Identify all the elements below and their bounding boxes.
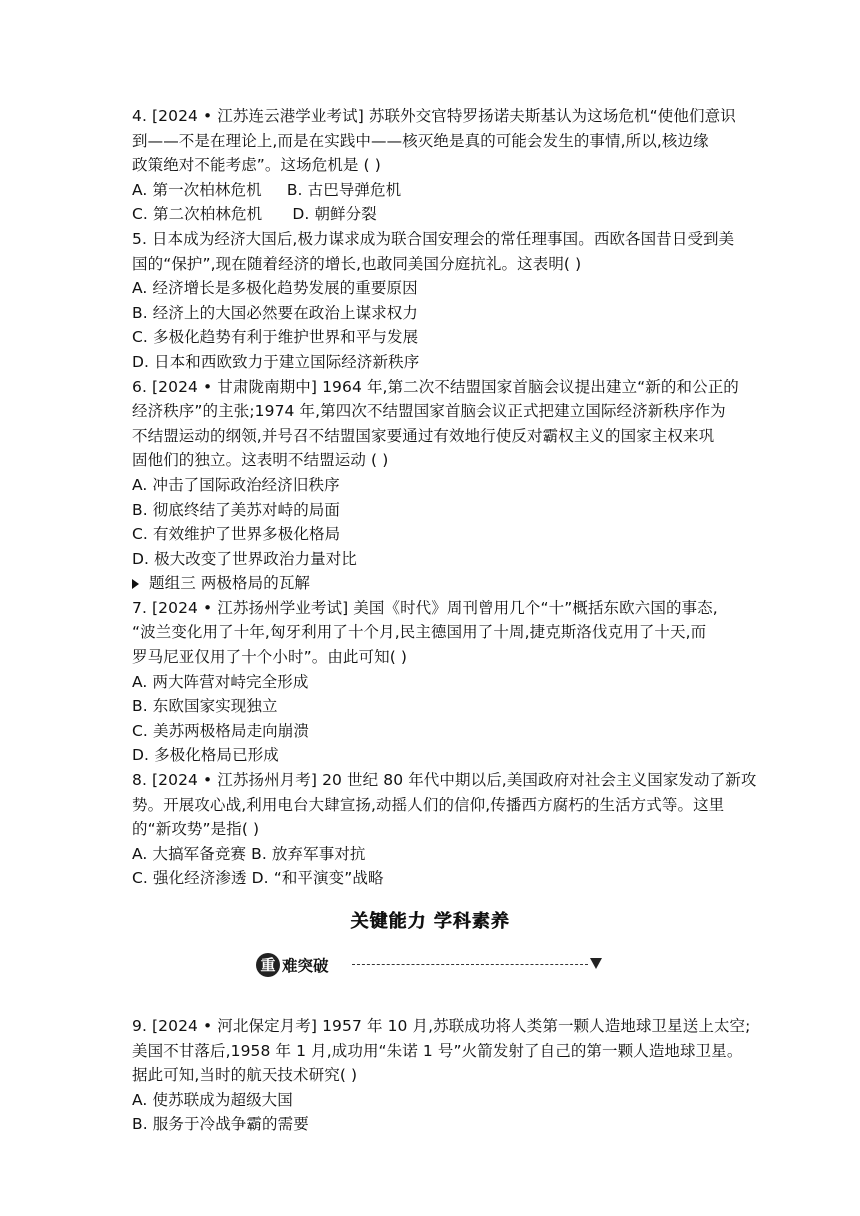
q9-option-b[interactable]: B. 服务于冷战争霸的需要 <box>132 1115 309 1134</box>
q6-line-4: 固他们的独立。这表明不结盟运动 ( ) <box>132 451 389 470</box>
q7-option-a[interactable]: A. 两大阵营对峙完全形成 <box>132 672 309 691</box>
section-banner-title: 关键能力 学科素养 <box>336 905 523 935</box>
q8-option-b[interactable]: B. 放弃军事对抗 <box>251 844 366 863</box>
q7-line-3: 罗马尼亚仅用了十个小时”。由此可知( ) <box>132 648 408 667</box>
q5-line-2: 国的“保护”,现在随着经济的增长,也敢同美国分庭抗礼。这表明( ) <box>132 254 582 273</box>
q9-line-3: 据此可知,当时的航天技术研究( ) <box>132 1066 358 1085</box>
question-page <box>132 104 757 891</box>
badge-icon: 重 <box>256 953 280 977</box>
group-heading-text: 题组三 两极格局的瓦解 <box>149 574 311 593</box>
q8-option-d[interactable]: D. “和平演变”战略 <box>251 869 384 888</box>
q4-option-d[interactable]: D. 朝鲜分裂 <box>292 205 377 224</box>
q6-line-1: 6. [2024 • 甘肃陇南期中] 1964 年,第二次不结盟国家首脑会议提出建立“新的和公正的 <box>132 377 739 396</box>
q4-options-row-1 <box>132 178 736 203</box>
question-page-bottom <box>132 1014 751 1137</box>
q8-options-row-1 <box>132 842 736 867</box>
q7-line-2: “波兰变化用了十年,匈牙利用了十个月,民主德国用了十周,捷克斯洛伐克用了十天,而 <box>132 623 707 642</box>
q7-option-c[interactable]: C. 美苏两极格局走向崩溃 <box>132 721 309 740</box>
dashed-divider <box>352 964 588 965</box>
q8-options-row-2 <box>132 866 736 891</box>
q7-line-1: 7. [2024 • 江苏扬州学业考试] 美国《时代》周刊曾用几个“十”概括东欧六国的事态, <box>132 598 718 617</box>
q7-option-b[interactable]: B. 东欧国家实现独立 <box>132 697 278 716</box>
q6-option-a[interactable]: A. 冲击了国际政治经济旧秩序 <box>132 475 340 494</box>
q5-option-b[interactable]: B. 经济上的大国必然要在政治上谋求权力 <box>132 303 418 322</box>
q6-option-b[interactable]: B. 彻底终结了美苏对峙的局面 <box>132 500 340 519</box>
sub-section-title: 难突破 <box>282 957 329 975</box>
q8-option-c[interactable]: C. 强化经济渗透 <box>132 869 247 888</box>
q4-line-2: 到——不是在理论上,而是在实践中——核灭绝是真的可能会发生的事情,所以,核边缘 <box>132 131 709 150</box>
q5-option-c[interactable]: C. 多极化趋势有利于维护世界和平与发展 <box>132 328 419 347</box>
q8-line-1: 8. [2024 • 江苏扬州月考] 20 世纪 80 年代中期以后,美国政府对社会主义国家发动了新攻 <box>132 771 757 790</box>
q9-option-a[interactable]: A. 使苏联成为超级大国 <box>132 1090 293 1109</box>
q9-line-2: 美国不甘落后,1958 年 1 月,成功用“朱诺 1 号”火箭发射了自己的第一颗人造地球卫星。 <box>132 1041 743 1060</box>
q8-line-3: 的“新攻势”是指( ) <box>132 820 260 839</box>
group-heading <box>132 571 736 596</box>
q6-option-d[interactable]: D. 极大改变了世界政治力量对比 <box>132 549 357 568</box>
q8-line-2: 势。开展攻心战,利用电台大肆宣扬,动摇人们的信仰,传播西方腐朽的生活方式等。这里 <box>132 795 725 814</box>
q4-option-b[interactable]: B. 古巴导弹危机 <box>286 180 402 199</box>
q6-option-c[interactable]: C. 有效维护了世界多极化格局 <box>132 525 341 544</box>
q7-option-d[interactable]: D. 多极化格局已形成 <box>132 746 279 765</box>
triangle-bullet-icon <box>132 579 139 589</box>
q5-line-1: 5. 日本成为经济大国后,极力谋求成为联合国安理会的常任理事国。西欧各国昔日受到美 <box>132 229 735 248</box>
q4-line-1: 4. [2024 • 江苏连云港学业考试] 苏联外交官特罗扬诺夫斯基认为这场危机“使他们意识 <box>132 107 736 125</box>
q4-option-c[interactable]: C. 第二次柏林危机 <box>132 205 263 224</box>
sub-section-banner <box>256 953 606 979</box>
q9-line-1: 9. [2024 • 河北保定月考] 1957 年 10 月,苏联成功将人类第一颗人造地球卫星送上太空; <box>132 1017 751 1035</box>
q5-option-d[interactable]: D. 日本和西欧致力于建立国际经济新秩序 <box>132 352 420 371</box>
q5-option-a[interactable]: A. 经济增长是多极化趋势发展的重要原因 <box>132 279 418 298</box>
q8-option-a[interactable]: A. 大搞军备竞赛 <box>132 844 247 863</box>
q6-line-2: 经济秩序”的主张;1974 年,第四次不结盟国家首脑会议正式把建立国际经济新秩序作为 <box>132 402 726 421</box>
q4-option-a[interactable]: A. 第一次柏林危机 <box>132 180 262 199</box>
q4-options-row-2 <box>132 202 736 227</box>
arrow-down-icon <box>590 958 602 969</box>
q6-line-3: 不结盟运动的纲领,并号召不结盟国家要通过有效地行使反对霸权主义的国家主权来巩 <box>132 426 715 445</box>
q4-line-3: 政策绝对不能考虑”。这场危机是 ( ) <box>132 156 381 175</box>
section-banner <box>0 905 860 935</box>
